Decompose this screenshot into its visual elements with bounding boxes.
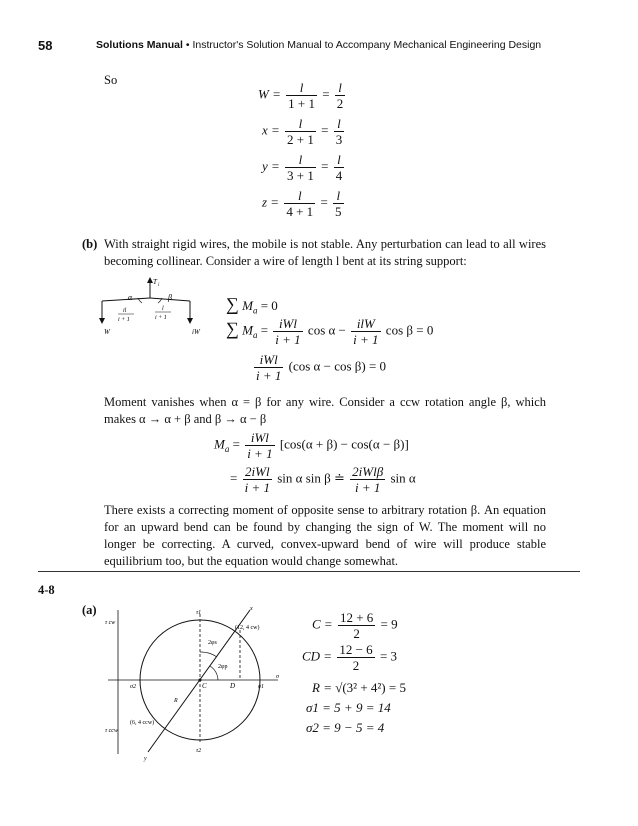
eq-cd (302, 642, 397, 673)
header-title: Instructor's Solution Manual to Accompany Mechanical Engineering Design (192, 39, 542, 51)
header-bold: Solutions Manual (96, 39, 183, 51)
eq2-n2: ilW (356, 316, 375, 331)
eq-c (312, 610, 398, 641)
eq-x-num: l (298, 116, 303, 131)
sigma1-label: σ1 (258, 684, 264, 690)
eq-c-den: 2 (338, 625, 375, 641)
fig-iw: iW (192, 328, 200, 336)
eq-w-eq: = (322, 86, 330, 102)
eq-c-rhs: = 9 (380, 616, 398, 632)
eq-r-rhs: √(3² + 4²) = 5 (335, 680, 406, 695)
eq5-approx: ≐ (334, 470, 345, 486)
tau-ccw-label: τ ccw (105, 728, 118, 734)
eq2-t2: cos β = 0 (385, 322, 434, 338)
eq-y-den2: 4 (335, 168, 343, 183)
eq-c-num: 12 + 6 (339, 610, 374, 625)
eq-z (262, 188, 346, 219)
part-b-text: With straight rigid wires, the mobile is not stable. Any perturbation can lead to all wires becoming collinear. Consider a wire of length l bent at its string support: (104, 237, 546, 268)
eq5-d: i + 1 (244, 480, 270, 495)
eq-cd-rhs: = 3 (379, 648, 398, 664)
fig-w: W (104, 328, 110, 336)
mohrs-circle-diagram (100, 602, 290, 762)
eq-x-den2: 3 (335, 132, 343, 147)
r-label: R (174, 698, 178, 704)
eq3-n: iWl (259, 352, 278, 367)
point-6-4-label: (6, 4 ccw) (130, 720, 155, 726)
eq-w-den2: 2 (336, 96, 344, 111)
eq1-sub: a (252, 305, 258, 316)
eq4-lhs: M (214, 436, 225, 452)
eq-x-den: 2 + 1 (287, 132, 314, 147)
eq2-t1: cos α − (307, 322, 346, 338)
eq5-eq: = (230, 470, 238, 486)
sum-symbol-1: ∑ (226, 294, 239, 314)
eq-x (262, 116, 346, 147)
point-12-4-label: (12, 4 cw) (235, 625, 260, 631)
sigma2-label: σ2 (130, 684, 136, 690)
angle-2phi-s: 2φs (208, 640, 217, 646)
eq4-n: iWl (250, 430, 269, 445)
y-label: y (144, 756, 147, 762)
eq-ma-rotation (214, 430, 409, 461)
fig-il-den: i + 1 (118, 317, 130, 323)
eq-x-lhs: x = (262, 122, 280, 138)
page-number: 58 (38, 38, 53, 53)
eq1-lhs: M (242, 298, 253, 313)
eq5-n: 2iWl (245, 464, 270, 479)
eq-moment-full (226, 316, 433, 347)
para-correcting-moment: There exists a correcting moment of opposite sense to arbitrary rotation β. An equation for an upward bend can be found by changing the sign of W. The moment will no longer be correcting. A curved, convex-upward bend of wire will produce stable equilibrium too, but the equation would change somewhat. (104, 503, 546, 568)
angle-arc-2 (210, 666, 218, 680)
eq5-d2: i + 1 (350, 479, 385, 495)
eq3-t: (cos α − cos β) = 0 (288, 358, 387, 374)
fig-l-den: i + 1 (155, 315, 167, 321)
eq-moment-factor (252, 352, 386, 383)
c-label: C (202, 682, 207, 690)
eq-x-eq: = (321, 122, 329, 138)
eq1-rhs: = 0 (260, 298, 278, 313)
tau2-label: τ2 (196, 748, 202, 754)
eq2-sub: a (252, 330, 258, 341)
eq-z-den2: 5 (335, 204, 342, 219)
eq-r-lhs: R = (312, 680, 332, 695)
eq-w-lhs: W = (258, 86, 281, 102)
header-bullet: • (185, 39, 190, 51)
eq2-d2: i + 1 (353, 332, 379, 347)
eq-z-lhs: z = (262, 194, 280, 210)
eq-sigma1: σ1 = 5 + 9 = 14 (306, 700, 391, 715)
so-text: So (104, 73, 118, 87)
fig-il-num: il (123, 308, 127, 314)
eq2-lhs: M (242, 322, 253, 338)
eq2-eq: = (260, 322, 269, 338)
eq-x-num2: l (337, 116, 341, 131)
eq-y-num: l (298, 152, 303, 167)
fig-t-label: T (153, 278, 157, 286)
section-divider (38, 571, 580, 572)
eq4-t: [cos(α + β) − cos(α − β)] (279, 436, 409, 452)
part-a48-label: (a) (82, 603, 97, 617)
eq5-t2: sin α (390, 470, 416, 486)
eq5-n2: 2iWlβ (352, 464, 384, 479)
running-header (96, 39, 541, 51)
eq-ma-simplified (230, 464, 416, 495)
left-arm (102, 298, 150, 301)
eq-c-lhs: C = (312, 616, 333, 632)
eq4-d: i + 1 (247, 446, 273, 461)
eq-z-eq: = (320, 194, 328, 210)
fig-alpha: α (128, 293, 133, 302)
eq-cd-num: 12 − 6 (339, 642, 373, 657)
d-label: D (230, 682, 236, 690)
para-moment-vanishes: Moment vanishes when α = β for any wire. Consider a ccw rotation angle β, which makes α → α + β and β → α − β (104, 395, 546, 426)
eq-w (258, 80, 347, 111)
eq4-eq: = (232, 436, 240, 452)
eq-w-num2: l (338, 80, 342, 95)
bent-wire-figure (92, 276, 222, 338)
sum-symbol-2: ∑ (226, 318, 239, 339)
eq-cd-lhs: CD = (302, 648, 333, 664)
eq2-d1: i + 1 (275, 332, 301, 347)
eq-y-den: 3 + 1 (287, 168, 314, 183)
x-label: x (250, 606, 253, 612)
eq-z-num: l (297, 188, 302, 203)
eq-cd-den: 2 (337, 657, 374, 673)
eq-y-eq: = (321, 158, 329, 174)
fig-beta: β (168, 293, 172, 302)
sigma-label: σ (276, 674, 279, 680)
eq5-t: sin α sin β (277, 470, 331, 486)
angle-2phi-p: 2φp (218, 664, 228, 670)
eq3-d: i + 1 (256, 368, 282, 383)
eq-moment-sum (226, 294, 278, 316)
eq-z-den: 4 + 1 (286, 204, 314, 219)
eq-w-num: l (299, 80, 304, 95)
eq-w-den: 1 + 1 (288, 96, 315, 111)
fig-l-num: l (162, 306, 164, 312)
part-b-label: (b) (82, 237, 98, 251)
eq-sigma2: σ2 = 9 − 5 = 4 (306, 720, 385, 735)
tau1-label: τ1 (196, 610, 202, 616)
eq4-sub: a (224, 444, 230, 455)
weight-arrow-left-icon (99, 318, 105, 324)
angle-arc-1 (200, 652, 217, 657)
eq-y-num2: l (337, 152, 341, 167)
eq2-n1: iWl (278, 316, 297, 331)
problem-number: 4-8 (38, 583, 55, 597)
eq-r (312, 680, 406, 696)
fig-t-sub: i (158, 283, 160, 288)
eq-z-num2: l (336, 188, 341, 203)
eq-y-lhs: y = (262, 158, 280, 174)
tau-cw-label: τ cw (105, 620, 116, 626)
weight-arrow-right-icon (187, 318, 193, 324)
eq-y (262, 152, 346, 183)
